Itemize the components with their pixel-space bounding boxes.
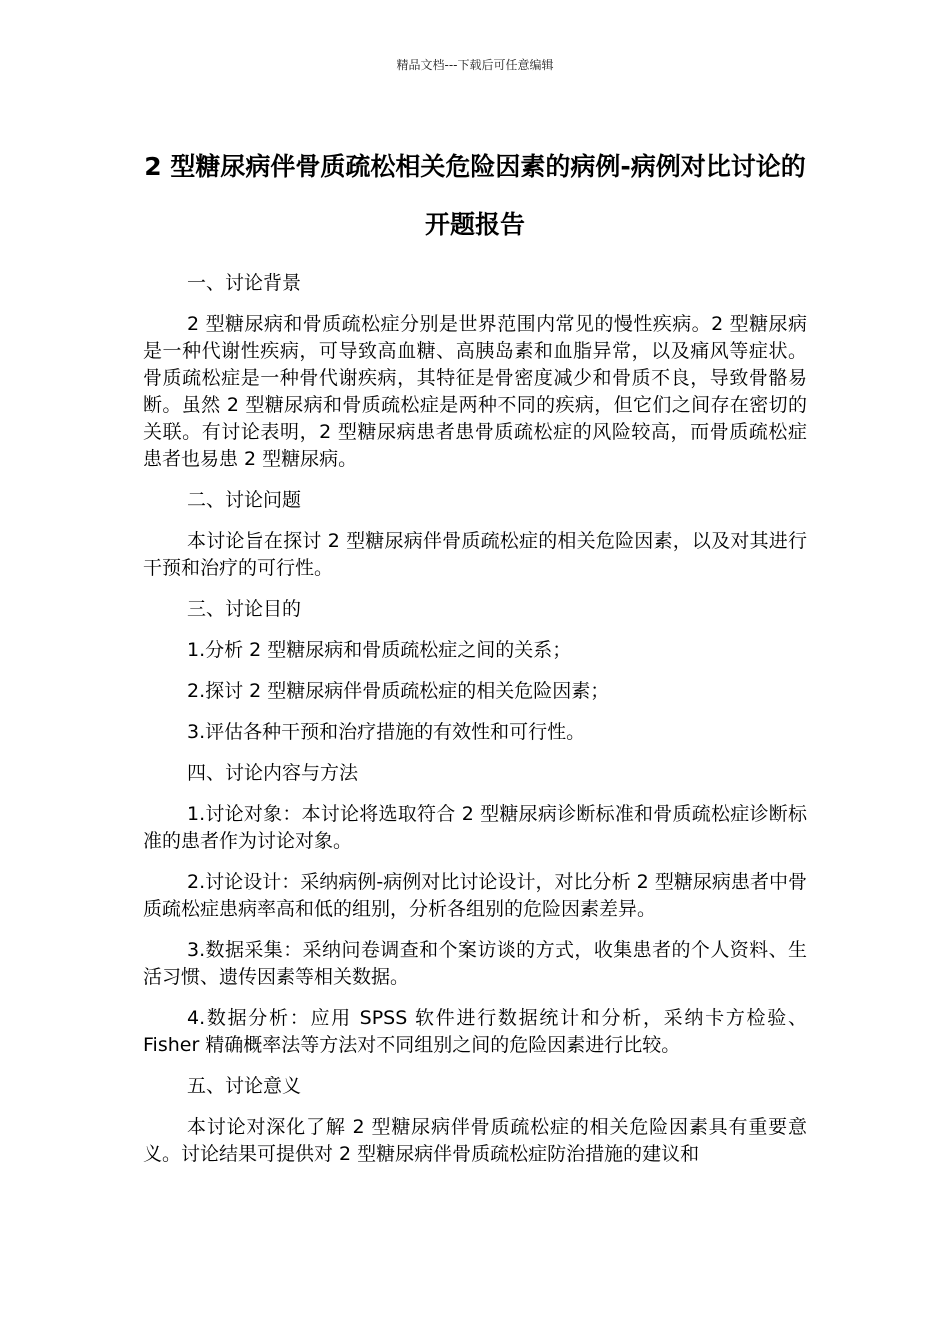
document-title: 2 型糖尿病伴骨质疏松相关危险因素的病例-病例对比讨论的开题报告 [144,152,806,239]
list-item-method-3: 3.数据采集：采纳问卷调查和个案访谈的方式，收集患者的个人资料、生活习惯、遗传因素等相关数据。 [143,939,807,988]
section-heading-methods: 四、讨论内容与方法 [187,762,359,784]
list-item-purpose-2: 2.探讨 2 型糖尿病伴骨质疏松症的相关危险因素； [187,680,610,702]
section-heading-question: 二、讨论问题 [187,489,302,511]
list-item-purpose-3: 3.评估各种干预和治疗措施的有效性和可行性。 [187,721,586,743]
list-item-method-4: 4.数据分析：应用 SPSS 软件进行数据统计和分析，采纳卡方检验、Fisher 精确概率法等方法对不同组别之间的危险因素进行比较。 [143,1007,807,1056]
document-body [143,270,807,1182]
section-heading-purpose: 三、讨论目的 [187,598,302,620]
paragraph-significance: 本讨论对深化了解 2 型糖尿病伴骨质疏松症的相关危险因素具有重要意义。讨论结果可提供对 2 型糖尿病伴骨质疏松症防治措施的建议和 [143,1116,807,1165]
list-item-purpose-1: 1.分析 2 型糖尿病和骨质疏松症之间的关系； [187,639,572,661]
section-heading-significance: 五、讨论意义 [187,1075,302,1097]
list-item-method-1: 1.讨论对象：本讨论将选取符合 2 型糖尿病诊断标准和骨质疏松症诊断标准的患者作为讨论对象。 [143,803,807,852]
header-note: 精品文档---下载后可任意编辑 [396,58,554,72]
section-heading-background: 一、讨论背景 [187,272,302,294]
paragraph-question: 本讨论旨在探讨 2 型糖尿病伴骨质疏松症的相关危险因素，以及对其进行干预和治疗的可行性。 [143,530,807,579]
list-item-method-2: 2.讨论设计：采纳病例-病例对比讨论设计，对比分析 2 型糖尿病患者中骨质疏松症患病率高和低的组别，分析各组别的危险因素差异。 [143,871,807,920]
paragraph-background: 2 型糖尿病和骨质疏松症分别是世界范围内常见的慢性疾病。2 型糖尿病是一种代谢性疾病，可导致高血糖、高胰岛素和血脂异常，以及痛风等症状。骨质疏松症是一种骨代谢疾病，其特征是骨密度减少和骨质不良，导致骨骼易断。虽然 2 型糖尿病和骨质疏松症是两种不同的疾病，但它们之间存在密切的关联。有讨论表明，2 型糖尿病患者患骨质疏松症的风险较高，而骨质疏松症患者也易患 2 型糖尿病。 [143,313,807,470]
